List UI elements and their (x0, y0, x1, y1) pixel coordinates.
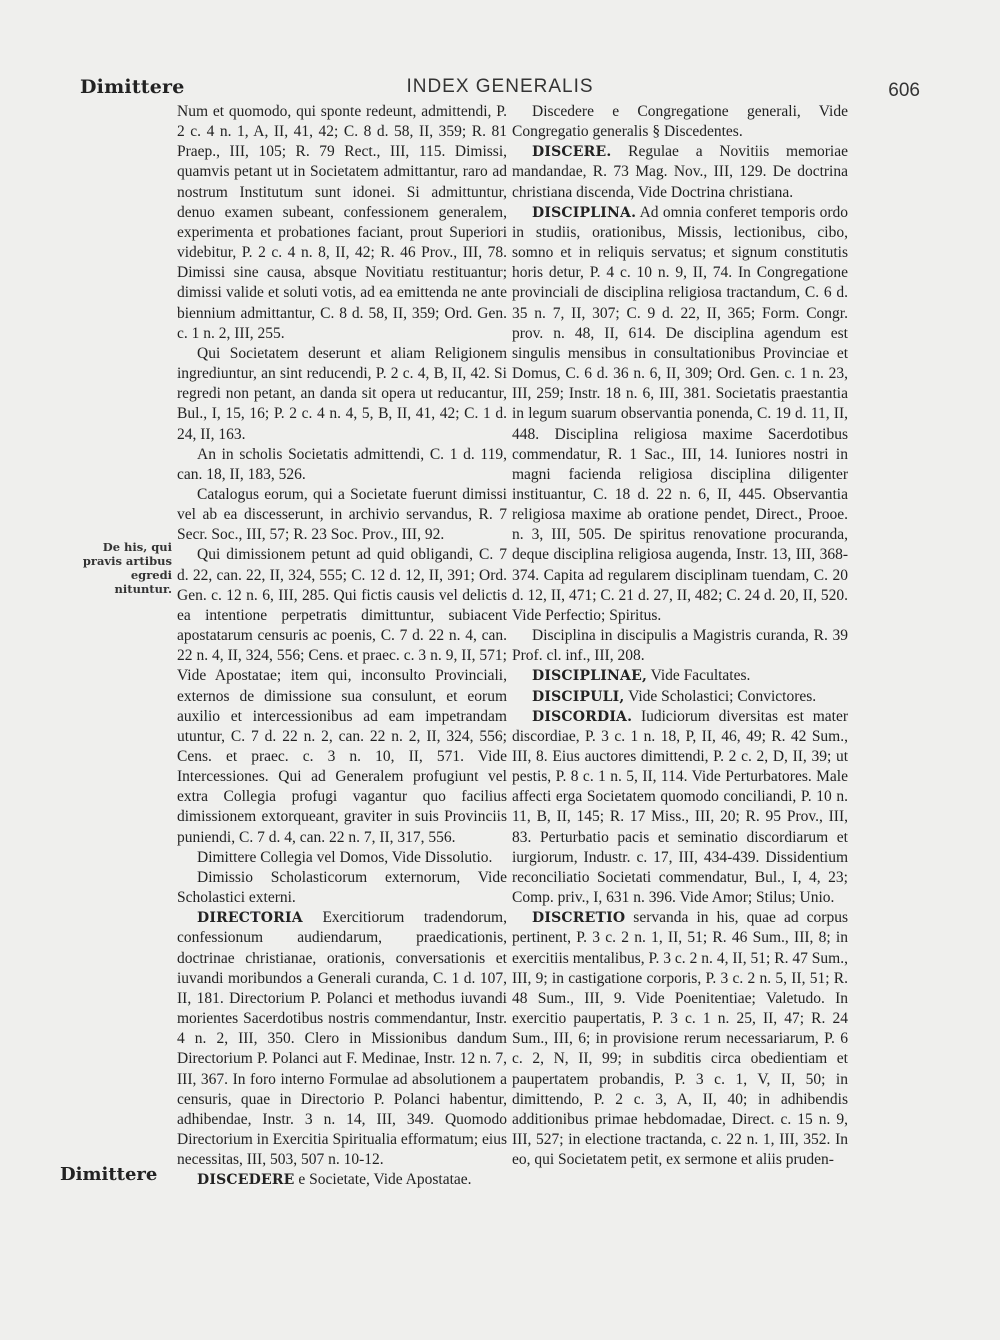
entry-text: Num et quomodo, qui sponte redeunt, admittendi, P. 2 c. 4 n. 1, A, II, 41, 42; C. 8 d. 58, II, 359; R. 81 Praep., III, 105; R. 79 Rect., III, 115. Dimissi, quamvis petant ut in Societatem admittantur, raro ad nostrum Institutum sunt idonei. Si admittuntur, denuo examen subeant, confessionem generalem, experimenta et probationes faciant, prout Superiori videbitur, P. 2 c. 4 n. 8, II, 42; R. 46 Prov., III, 78. Dimissi sine causa, absque Novitiatu restituantur; dimissi valide et soluti votis, ad ea emittenda ne ante biennium admittantur, C. 8 d. 58, II, 359; Ord. Gen. c. 1 n. 2, III, 255. (177, 103, 507, 342)
entry-headword: DISCERE. (532, 144, 612, 161)
entry-text: Qui dimissionem petunt ad quid obligandi, C. 7 d. 22, can. 22, II, 324, 555; C. 12 d. 12, II, 391; Ord. Gen. c. 12 n. 6, III, 285. Qui fictis causis vel delictis ea intentione perpetratis dimittuntur, subiacent apostatarum censuris ac poenis, C. 7 d. 22 n. 4, can. 22 n. 4, II, 324, 556; Cens. et praec. c. 3 n. 9, II, 571; Vide Apostatae; item qui, inconsulto Provinciali, externos de dimissione sua consulunt, et eorum auxilio et intercessionibus ad eam impetrandam utuntur, C. 7 d. 22 n. 2, can. 22 n. 2, II, 324, 556; Cens. et praec. c. 3 n. 10, II, 571. Vide Intercessiones. Qui ad Generalem profugiunt vel extra Collegia profugi vagantur quo facilius dimissionem extorqueant, graviter in suis Provinciis puniendi, C. 7 d. 4, can. 22 n. 7, II, 317, 556. (177, 546, 507, 846)
entry-text: Vide Scholastici; Convictores. (624, 687, 817, 705)
index-entry (512, 102, 848, 142)
index-entry (177, 848, 507, 868)
entry-text: Iudiciorum diversitas est mater discordiae, P. 3 c. 1 n. 18, P, II, 46, 49; R. 42 Sum., III, 8. Eius auctores dimittendi, P. 2 c. 2, D, II, 39; ut pestis, P. 8 c. 1 n. 5, II, 114. Vide Perturbatores. Male affecti erga Societatem quomodo conciliandi, P. 10 n. 11, B, II, 145; R. 17 Miss., III, 20; R. 95 Prov., III, 83. Perturbatio pacis et seminatio discordiarum et iurgiorum, Industr. c. 17, III, 434-439. Dissidentium reconciliatio Societati commendatur, Bul., I, 4, 23; Comp. priv., I, 631 n. 396. Vide Amor; Stilus; Unio. (512, 707, 848, 907)
index-entry (512, 203, 848, 626)
index-entry (512, 707, 848, 909)
index-entry (512, 142, 848, 202)
index-entry (177, 545, 507, 847)
entry-text: servanda in his, quae ad corpus pertinent, P. 3 c. 2 n. 1, II, 51; R. 46 Sum., III, 8; in exercitiis mentalibus, P. 3 c. 2 n. 4, II, 51; R. 47 Sum., III, 9; in castigatione corporis, P. 3 c. 2 n. 5, II, 51; R. 48 Sum., III, 9. Vide Poenitentiae; Valetudo. In exercitio paupertatis, P. 3 c. 1 n. 25, II, 47; R. 24 Sum., III, 6; in provisione rerum necessariarum, P. 6 c. 2, N, II, 99; in subditis circa obedientiam et paupertatem probandis, P. 3 c. 1, V, II, 50; in dimittendo, P. 2 c. 3, A, II, 40; in adhibendis additionibus primae hebdomadae, Direct. c. 15 n. 9, III, 527; in electione tractanda, c. 22 n. 1, III, 352. In eo, qui Societatem petit, ex sermone et aliis pruden- (512, 909, 848, 1169)
entry-headword: DIRECTORIA (197, 910, 303, 927)
index-entry (512, 666, 848, 686)
entry-text: Disciplina in discipulis a Magistris curanda, R. 39 Prof. cl. inf., III, 208. (512, 627, 848, 665)
entry-text: Qui Societatem deserunt et aliam Religionem ingrediuntur, an sint reducendi, P. 2 c. 4, B, II, 42. Si regredi non petant, an danda sit opera ut reducantur, Bul., I, 15, 16; P. 2 c. 4 n. 4, 5, B, II, 41, 42; C. 1 d. 24, II, 163. (177, 344, 507, 443)
index-entry (177, 445, 507, 485)
entry-headword: DISCIPLINA. (532, 204, 637, 221)
index-entry (177, 344, 507, 445)
right-column (512, 102, 848, 1170)
entry-text: e Societate, Vide Apostatae. (294, 1171, 472, 1189)
index-entry (177, 868, 507, 908)
entry-text: Dimittere Collegia vel Domos, Vide Dissolutio. (197, 848, 493, 866)
entry-headword: DISCIPULI, (532, 688, 625, 705)
page-number: 606 (888, 80, 920, 101)
margin-note: De his, qui pravis artibus egredi nituntur. (82, 540, 172, 596)
running-head (80, 74, 920, 104)
entry-text: Exercitiorum tradendorum, confessionum audiendarum, praedicationis, doctrinae christianae, orationis, conversationis et iuvandi moribundos a Generali curanda, C. 1 d. 107, II, 181. Directorium P. Polanci et methodus iuvandi morientes Sacerdotibus nostris commendantur, Instr. 4 n. 2, III, 350. Clero in Missionibus dandum Directorium P. Polanci aut F. Medinae, Instr. 12 n. 7, III, 367. In foro interno Formulae ad absolutionem a censuris, quae in Directorio P. Polanci habentur, adhibendae, Instr. 3 n. 14, III, 349. Quomodo Directorium in Exercitia Spiritualia efformatum; eius necessitas, III, 503, 507 n. 10-12. (177, 909, 507, 1169)
header-title: INDEX GENERALIS (406, 76, 594, 97)
header-catchword: Dimittere (80, 76, 185, 98)
index-entry (512, 626, 848, 666)
entry-headword: DISCEDERE (197, 1172, 295, 1189)
entry-text: Discedere e Congregatione generali, Vide Congregatio generalis § Discedentes. (512, 103, 848, 141)
entry-text: Regulae a Novitiis memoriae mandandae, R. 73 Mag. Nov., III, 129. De doctrina christiana discenda, Vide Doctrina christiana. (512, 143, 848, 201)
entry-text: An in scholis Societatis admittendi, C. 1 d. 119, can. 18, II, 183, 526. (177, 445, 507, 483)
index-entry (512, 908, 848, 1170)
entry-text: Catalogus eorum, qui a Societate fuerunt dimissi vel ab ea discesserunt, in archivio servandus, R. 7 Secr. Soc., III, 57; R. 23 Soc. Prov., III, 92. (177, 485, 507, 544)
entry-text: Dimissio Scholasticorum externorum, Vide Scholastici externi. (177, 868, 507, 907)
index-entry (177, 102, 507, 344)
entry-text: Vide Facultates. (647, 667, 751, 685)
entry-headword: DISCORDIA. (532, 708, 633, 725)
index-entry (177, 1170, 507, 1190)
index-entry (177, 485, 507, 545)
index-entry (177, 908, 507, 1170)
footer-catchword: Dimittere (60, 1164, 158, 1185)
entry-headword: DISCRETIO (532, 910, 626, 927)
entry-headword: DISCIPLINAE, (532, 668, 648, 685)
index-entry (512, 687, 848, 707)
left-column (177, 102, 507, 1190)
entry-text: Ad omnia conferet temporis ordo in studiis, orationibus, Missis, lectionibus, cibo, somno et in reliquis servatus; et signum constitutis horis detur, P. 4 c. 10 n. 9, II, 74. In Congregatione provinciali de disciplina religiosa tractandum, C. 6 d. 35 n. 7, II, 307; C. 9 d. 22, II, 365; Form. Congr. prov. n. 48, II, 614. De disciplina agendum est singulis mensibus in consultationibus Provinciae et Domus, C. 6 d. 36 n. 6, II, 309; Ord. Gen. c. 1 n. 23, III, 259; Instr. 18 n. 6, III, 381. Societatis praestantia in legum suarum observantia ponenda, C. 19 d. 11, II, 448. Disciplina religiosa maxime Sacerdotibus commendatur, R. 1 Sac., III, 14. Iuniores nostri in magni facienda religiosa disciplina diligenter instituantur, C. 18 d. 22 n. 6, II, 445. Observantia religiosa maxime ab oratione pendet, Direct., Prooe. n. 3, III, 505. De spiritus renovatione procuranda, deque disciplina religiosa augenda, Instr. 13, III, 368-374. Capita ad regularem disciplinam tuendam, C. 20 d. 12, II, 471; C. 21 d. 27, II, 482; C. 24 d. 20, II, 520. Vide Perfectio; Spiritus. (512, 203, 848, 624)
